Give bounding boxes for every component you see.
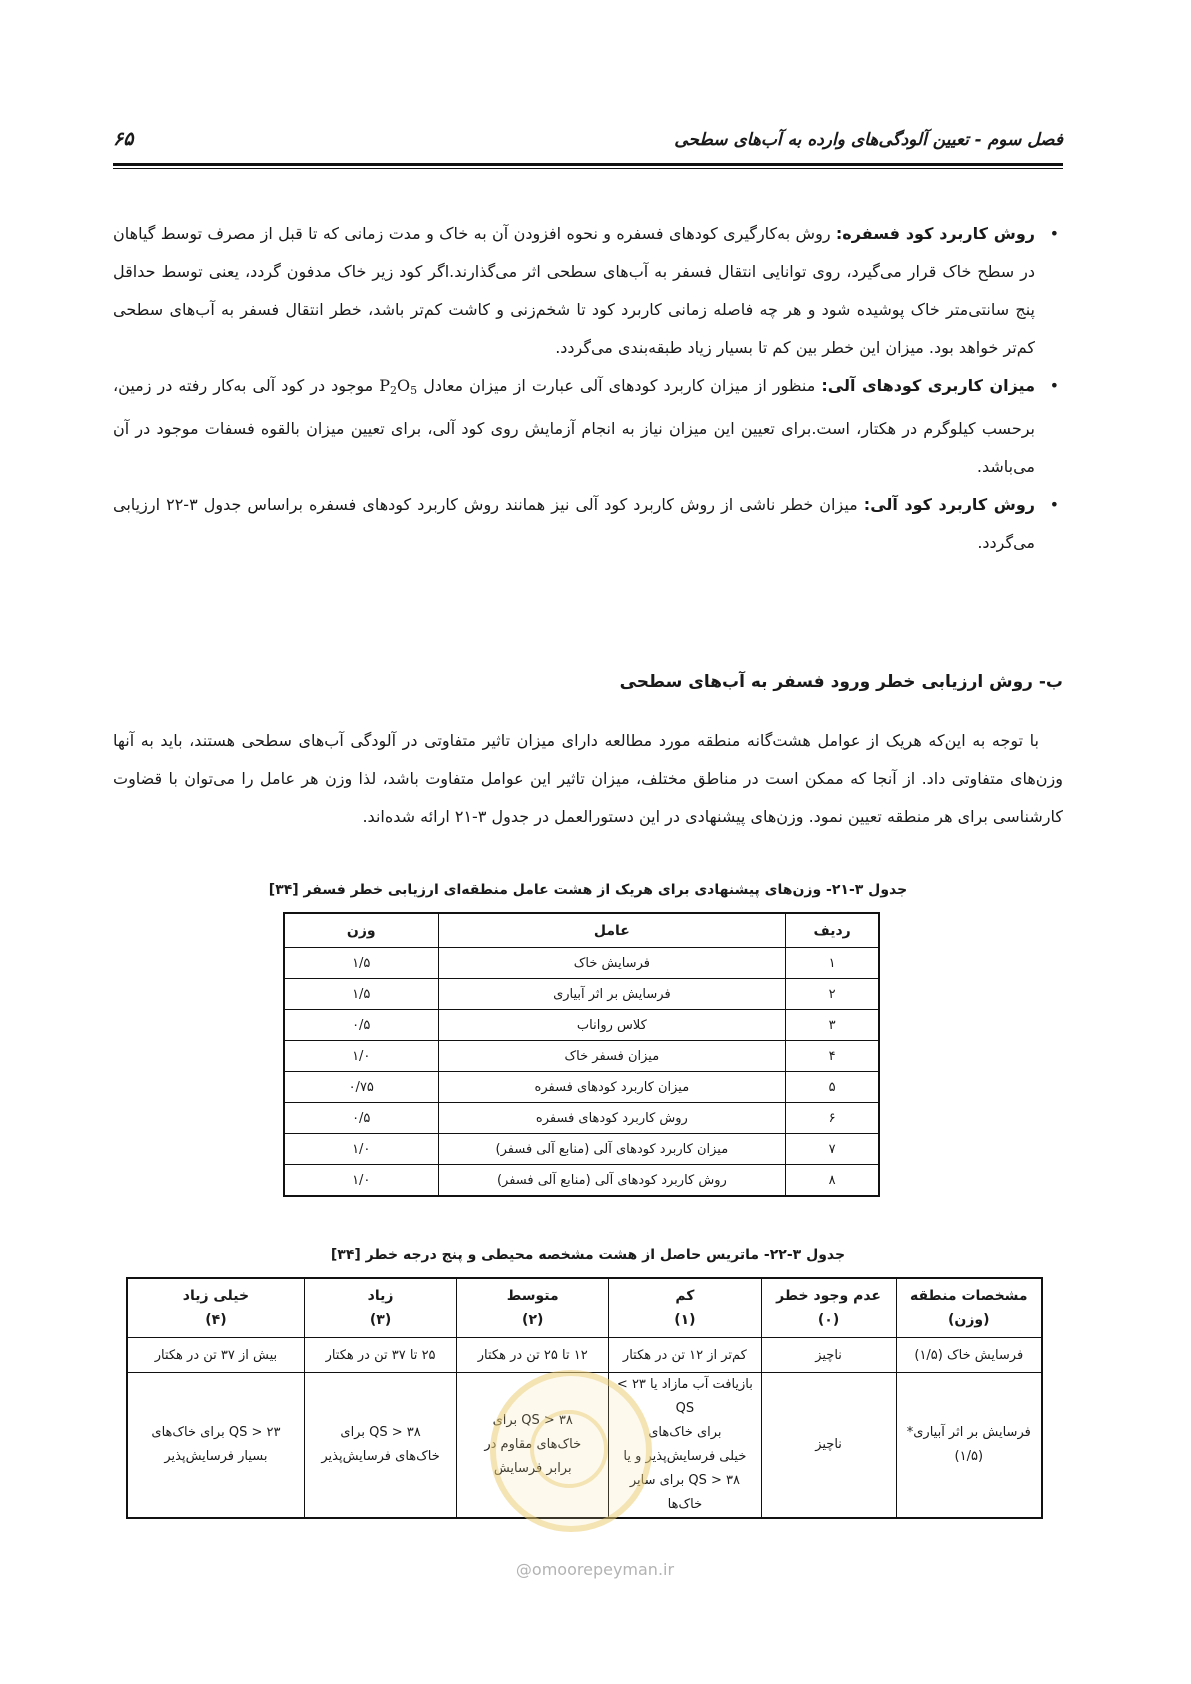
bullet-item xyxy=(113,367,1063,486)
table-row xyxy=(284,979,879,1010)
factor: روش کاربرد کودهای آلی (منابع آلی فسفر) xyxy=(438,1165,786,1197)
risk-high: QS > ۳۸ برای خاک‌های فرسایش‌پذیر xyxy=(304,1373,456,1519)
chapter-title: فصل سوم - تعیین آلودگی‌های وارده به آب‌های سطحی xyxy=(674,130,1063,150)
table-row xyxy=(284,948,879,979)
page-number: ۶۵ xyxy=(113,128,134,150)
watermark-text: @omoorepeyman.ir xyxy=(515,1560,675,1579)
risk-high: ۲۵ تا ۳۷ تن در هکتار xyxy=(304,1338,456,1373)
factor: میزان فسفر خاک xyxy=(438,1041,786,1072)
paragraph: با توجه به این‌که هریک از عوامل هشت‌گانه منطقه مورد مطالعه دارای میزان تاثیر متفاوتی در آلودگی آب‌های سطحی هستند، باید به آنها وزن‌های متفاوتی داد. از آنجا که ممکن است در مناطق مختلف، میزان تاثیر این عوامل متفاوت باشد، لذا وزن هر عامل را می‌توان با قضاوت کارشناسی برای هر منطقه تعیین نمود. وزن‌های پیشنهادی در این دستورالعمل در جدول ۳-۲۱ ارائه شده‌اند. xyxy=(113,731,1063,826)
table-row xyxy=(284,1165,879,1197)
table-22-caption: جدول ۳-۲۲- ماتریس حاصل از هشت مشخصه محیطی و پنج درجه خطر [۳۴] xyxy=(330,1247,846,1263)
page-header xyxy=(113,130,1063,160)
row-number: ۵ xyxy=(786,1072,879,1103)
table-row xyxy=(284,1041,879,1072)
section-title: ب- روش ارزیابی خطر ورود فسفر به آب‌های سطحی xyxy=(619,672,1063,692)
table-row xyxy=(284,1103,879,1134)
bullet-text: روش به‌کارگیری کودهای فسفره و نحوه افزودن آن به خاک و مدت زمانی که تا قبل از مصرف توسط گیاهان در سطح خاک قرار می‌گیرد، روی توانایی انتقال فسفر به آب‌های سطحی اثر می‌گذارند.اگر کود زیر خاک مدفون گردد، یعنی توسط حداقل پنج سانتی‌متر خاک پوشیده شود و هر چه فاصله زمانی کاربرد کود تا شخم‌زنی و کاشت کم‌تر باشد، خطر انتقال فسفر به آب‌های سطحی کم‌تر خواهد بود. میزان این خطر بین کم تا بسیار زیاد طبقه‌بندی می‌گردد. xyxy=(113,224,1035,357)
weight: ۱/۰ xyxy=(284,1134,438,1165)
bullet-term: میزان کاربری کودهای آلی: xyxy=(821,376,1035,395)
header-rule-thin xyxy=(113,168,1063,169)
factor: کلاس رواناب xyxy=(438,1010,786,1041)
watermark-logo xyxy=(490,1370,652,1532)
header-feature: مشخصات منطقه (وزن) xyxy=(896,1278,1042,1338)
weight: ۱/۵ xyxy=(284,979,438,1010)
row-number: ۲ xyxy=(786,979,879,1010)
bullet-text: منظور از میزان کاربرد کودهای آلی عبارت از میزان معادل xyxy=(417,376,822,395)
bullet-text: میزان خطر ناشی از روش کاربرد کود آلی نیز همانند روش کاربرد کودهای فسفره براساس جدول ۳-۲۲ ارزیابی می‌گردد. xyxy=(113,495,1035,552)
factor: میزان کاربرد کودهای آلی (منابع آلی فسفر) xyxy=(438,1134,786,1165)
feature: فرسایش خاک (۱/۵) xyxy=(896,1338,1042,1373)
weight: ۰/۵ xyxy=(284,1103,438,1134)
risk-low: کم‌تر از ۱۲ تن در هکتار xyxy=(609,1338,761,1373)
header-risk-very-high: خیلی زیاد (۴) xyxy=(127,1278,304,1338)
header-factor: عامل xyxy=(438,913,786,948)
risk-medium: QS > ۳۸ برای خاک‌های مقاوم در برابر فرسایش xyxy=(457,1373,609,1519)
bullet-item xyxy=(113,215,1063,367)
bullet-item xyxy=(113,486,1063,562)
weight: ۱/۰ xyxy=(284,1041,438,1072)
bullet-term: روش کاربرد کود فسفره: xyxy=(835,224,1035,243)
row-number: ۸ xyxy=(786,1165,879,1197)
factor: فرسایش خاک xyxy=(438,948,786,979)
bullet-term: روش کاربرد کود آلی: xyxy=(863,495,1036,514)
header-row-number: ردیف xyxy=(786,913,879,948)
weight: ۰/۵ xyxy=(284,1010,438,1041)
header-risk-high: زیاد (۳) xyxy=(304,1278,456,1338)
header-risk-none: عدم وجود خطر (۰) xyxy=(761,1278,896,1338)
table-row xyxy=(284,1134,879,1165)
bullet-list xyxy=(113,215,1063,562)
chemical-formula: $P_2O_5$ xyxy=(379,376,418,397)
table-21-caption: جدول ۳-۲۱- وزن‌های پیشنهادی برای هریک از هشت عامل منطقه‌ای ارزیابی خطر فسفر [۳۴] xyxy=(268,882,908,898)
table-header-row xyxy=(284,913,879,948)
risk-none: ناچیز xyxy=(761,1338,896,1373)
table-row xyxy=(284,1010,879,1041)
header-risk-medium: متوسط (۲) xyxy=(457,1278,609,1338)
risk-very-high: QS > ۲۳ برای خاک‌های بسیار فرسایش‌پذیر xyxy=(127,1373,304,1519)
risk-low: بازیافت آب مازاد یا ۲۳ > QS برای خاک‌های خیلی فرسایش‌پذیر و یا QS > ۳۸ برای سایر خاک‌ها xyxy=(609,1373,761,1519)
bullet-text: موجود در کود آلی به‌کار رفته در زمین، برحسب کیلوگرم در هکتار، است.برای تعیین این میزان نیاز به انجام آزمایش روی کود آلی، برای تعیین میزان بالقوه فسفات موجود در آن می‌باشد. xyxy=(113,376,1035,476)
risk-very-high: بیش از ۳۷ تن در هکتار xyxy=(127,1338,304,1373)
row-number: ۳ xyxy=(786,1010,879,1041)
table-row xyxy=(127,1338,1042,1373)
table-row xyxy=(284,1072,879,1103)
weight: ۱/۰ xyxy=(284,1165,438,1197)
table-header-row xyxy=(127,1278,1042,1338)
header-risk-low: کم (۱) xyxy=(609,1278,761,1338)
feature: فرسایش بر اثر آبیاری* (۱/۵) xyxy=(896,1373,1042,1519)
header-rule xyxy=(113,163,1063,166)
row-number: ۴ xyxy=(786,1041,879,1072)
row-number: ۶ xyxy=(786,1103,879,1134)
row-number: ۱ xyxy=(786,948,879,979)
weight: ۱/۵ xyxy=(284,948,438,979)
header-weight: وزن xyxy=(284,913,438,948)
risk-medium: ۱۲ تا ۲۵ تن در هکتار xyxy=(457,1338,609,1373)
factor: فرسایش بر اثر آبیاری xyxy=(438,979,786,1010)
risk-none: ناچیز xyxy=(761,1373,896,1519)
factor: روش کاربرد کودهای فسفره xyxy=(438,1103,786,1134)
row-number: ۷ xyxy=(786,1134,879,1165)
weight: ۰/۷۵ xyxy=(284,1072,438,1103)
factor: میزان کاربرد کودهای فسفره xyxy=(438,1072,786,1103)
table-21 xyxy=(283,912,880,1197)
